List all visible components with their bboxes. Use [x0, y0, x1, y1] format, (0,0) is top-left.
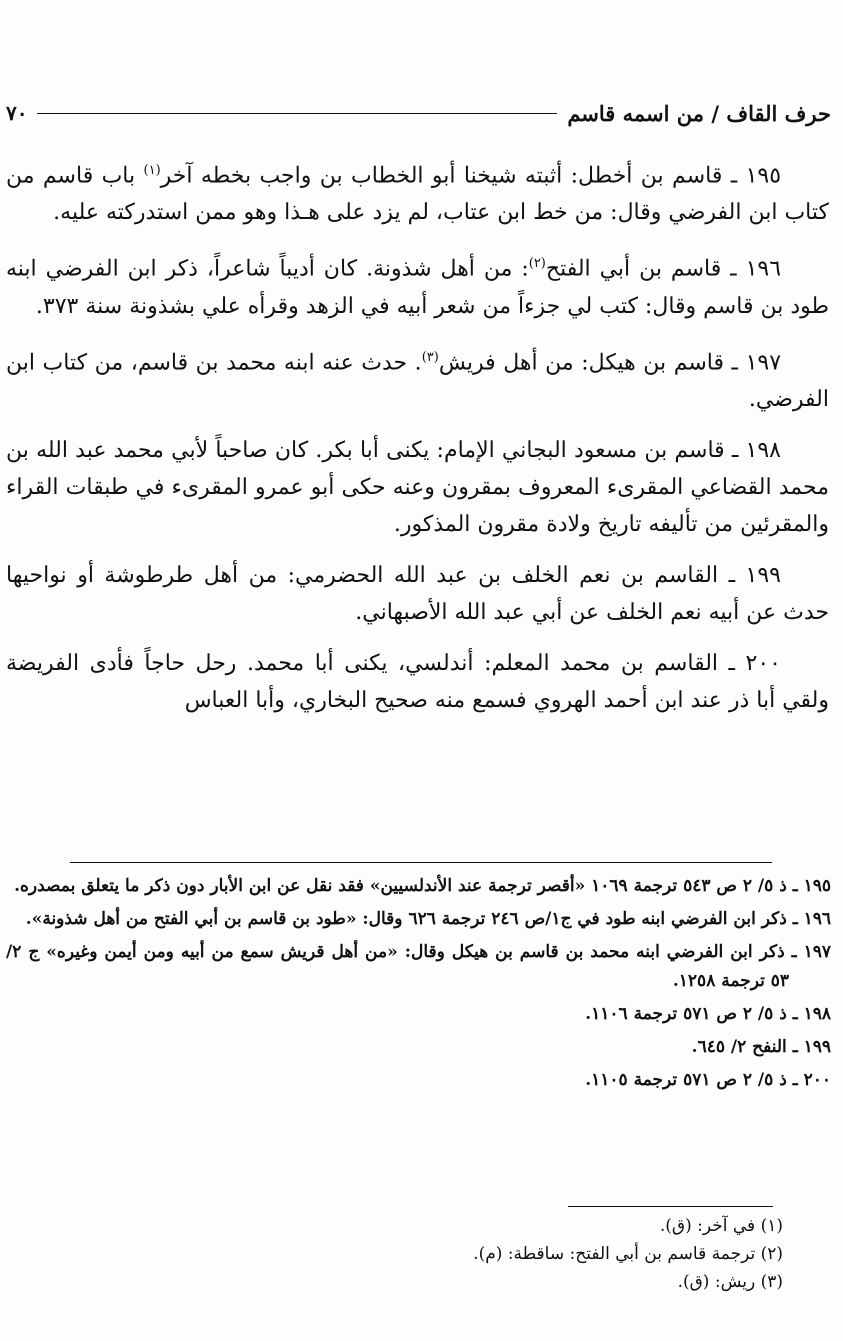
source-note: ١٩٩ ـ النفح ٢/ ٦٤٥.: [691, 1037, 831, 1057]
footnote: (٢) ترجمة قاسم بن أبي الفتح: ساقطة: (م).: [473, 1244, 783, 1264]
notes-separator: [70, 862, 772, 863]
header-rule: [37, 113, 557, 114]
entry-199: ١٩٩ ـ القاسم بن نعم الخلف بن عبد الله الحضرمي: من أهل طرطوشة أو نواحيها حدث عن أبيه نعم الخلف عن أبي عبد الله الأصبهاني.: [6, 562, 829, 625]
footnote: (١) في آخر: (ق).: [659, 1216, 783, 1236]
entry-196: ١٩٦ ـ قاسم بن أبي الفتح$^{(٢)}$: من أهل شذونة. كان أديباً شاعراً، ذكر ابن الفرضي ابنه طود بن قاسم وقال: كتب لي جزءاً من شعر أبيه في الزهد وقرأه علي بشذونة سنة ٣٧٣.: [6, 256, 829, 319]
footnote-mark: (٣): [421, 349, 439, 365]
source-note: ١٩٦ ـ ذكر ابن الفرضي ابنه طود في ج١/ص ٢٤٦ ترجمة ٦٢٦ وقال: «طود بن قاسم بن أبي الفتح من أهل شذونة».: [25, 909, 831, 929]
main-text: [6, 152, 829, 733]
footnote-mark: (١): [143, 163, 161, 178]
source-notes: [6, 872, 831, 1099]
source-note: ١٩٧ ـ ذكر ابن الفرضي ابنه محمد بن قاسم بن هيكل وقال: «من أهل قريش سمع من أبيه ومن أيمن وغيره» ج ٢/ ٥٣ ترجمة ١٢٥٨.: [6, 942, 831, 991]
footnotes: [6, 1212, 783, 1296]
source-note: ١٩٨ ـ ذ ٥/ ٢ ص ٥٧١ ترجمة ١١٠٦.: [585, 1004, 831, 1024]
page-number: ٧٠: [6, 101, 28, 125]
entry-198: ١٩٨ ـ قاسم بن مسعود البجاني الإمام: يكنى أبا بكر. كان صاحباً لأبي محمد عبد الله بن محمد القضاعي المقرىء المعروف بمقرون وعنه حكى أبو عمرو المقرىء في طبقات القراء والمقرئين من تأليفه تاريخ ولادة مقرون المذكور.: [6, 437, 829, 537]
page-header: [6, 96, 831, 130]
source-note: ١٩٥ ـ ذ ٥/ ٢ ص ٥٤٣ ترجمة ١٠٦٩ «أقصر ترجمة عند الأندلسيين» فقد نقل عن ابن الأبار دون ذكر ما يتعلق بمصدره.: [14, 876, 831, 896]
source-note: ٢٠٠ ـ ذ ٥/ ٢ ص ٥٧١ ترجمة ١١٠٥.: [585, 1070, 831, 1090]
footnotes-separator: [568, 1206, 773, 1207]
entry-197: ١٩٧ ـ قاسم بن هيكل: من أهل فريش$^{(٣)}$. حدث عنه ابنه محمد بن قاسم، من كتاب ابن الفرضي.: [6, 349, 829, 412]
running-title: حرف القاف / من اسمه قاسم: [567, 100, 831, 126]
footnote: (٣) ريش: (ق).: [677, 1272, 783, 1292]
footnote-mark: (٢): [528, 256, 546, 272]
entry-200: ٢٠٠ ـ القاسم بن محمد المعلم: أندلسي، يكنى أبا محمد. رحل حاجاً فأدى الفريضة ولقي أبا ذر عند ابن أحمد الهروي فسمع منه صحيح البخاري، وأبا العباس: [6, 650, 829, 713]
entry-195: ١٩٥ ـ قاسم بن أخطل: أثبته شيخنا أبو الخطاب بن واجب بخطه آخر$^{(١)}$ باب قاسم من كتاب ابن الفرضي وقال: من خط ابن عتاب، لم يزد على هـذا وهو ممن استدركته عليه.: [6, 163, 829, 226]
